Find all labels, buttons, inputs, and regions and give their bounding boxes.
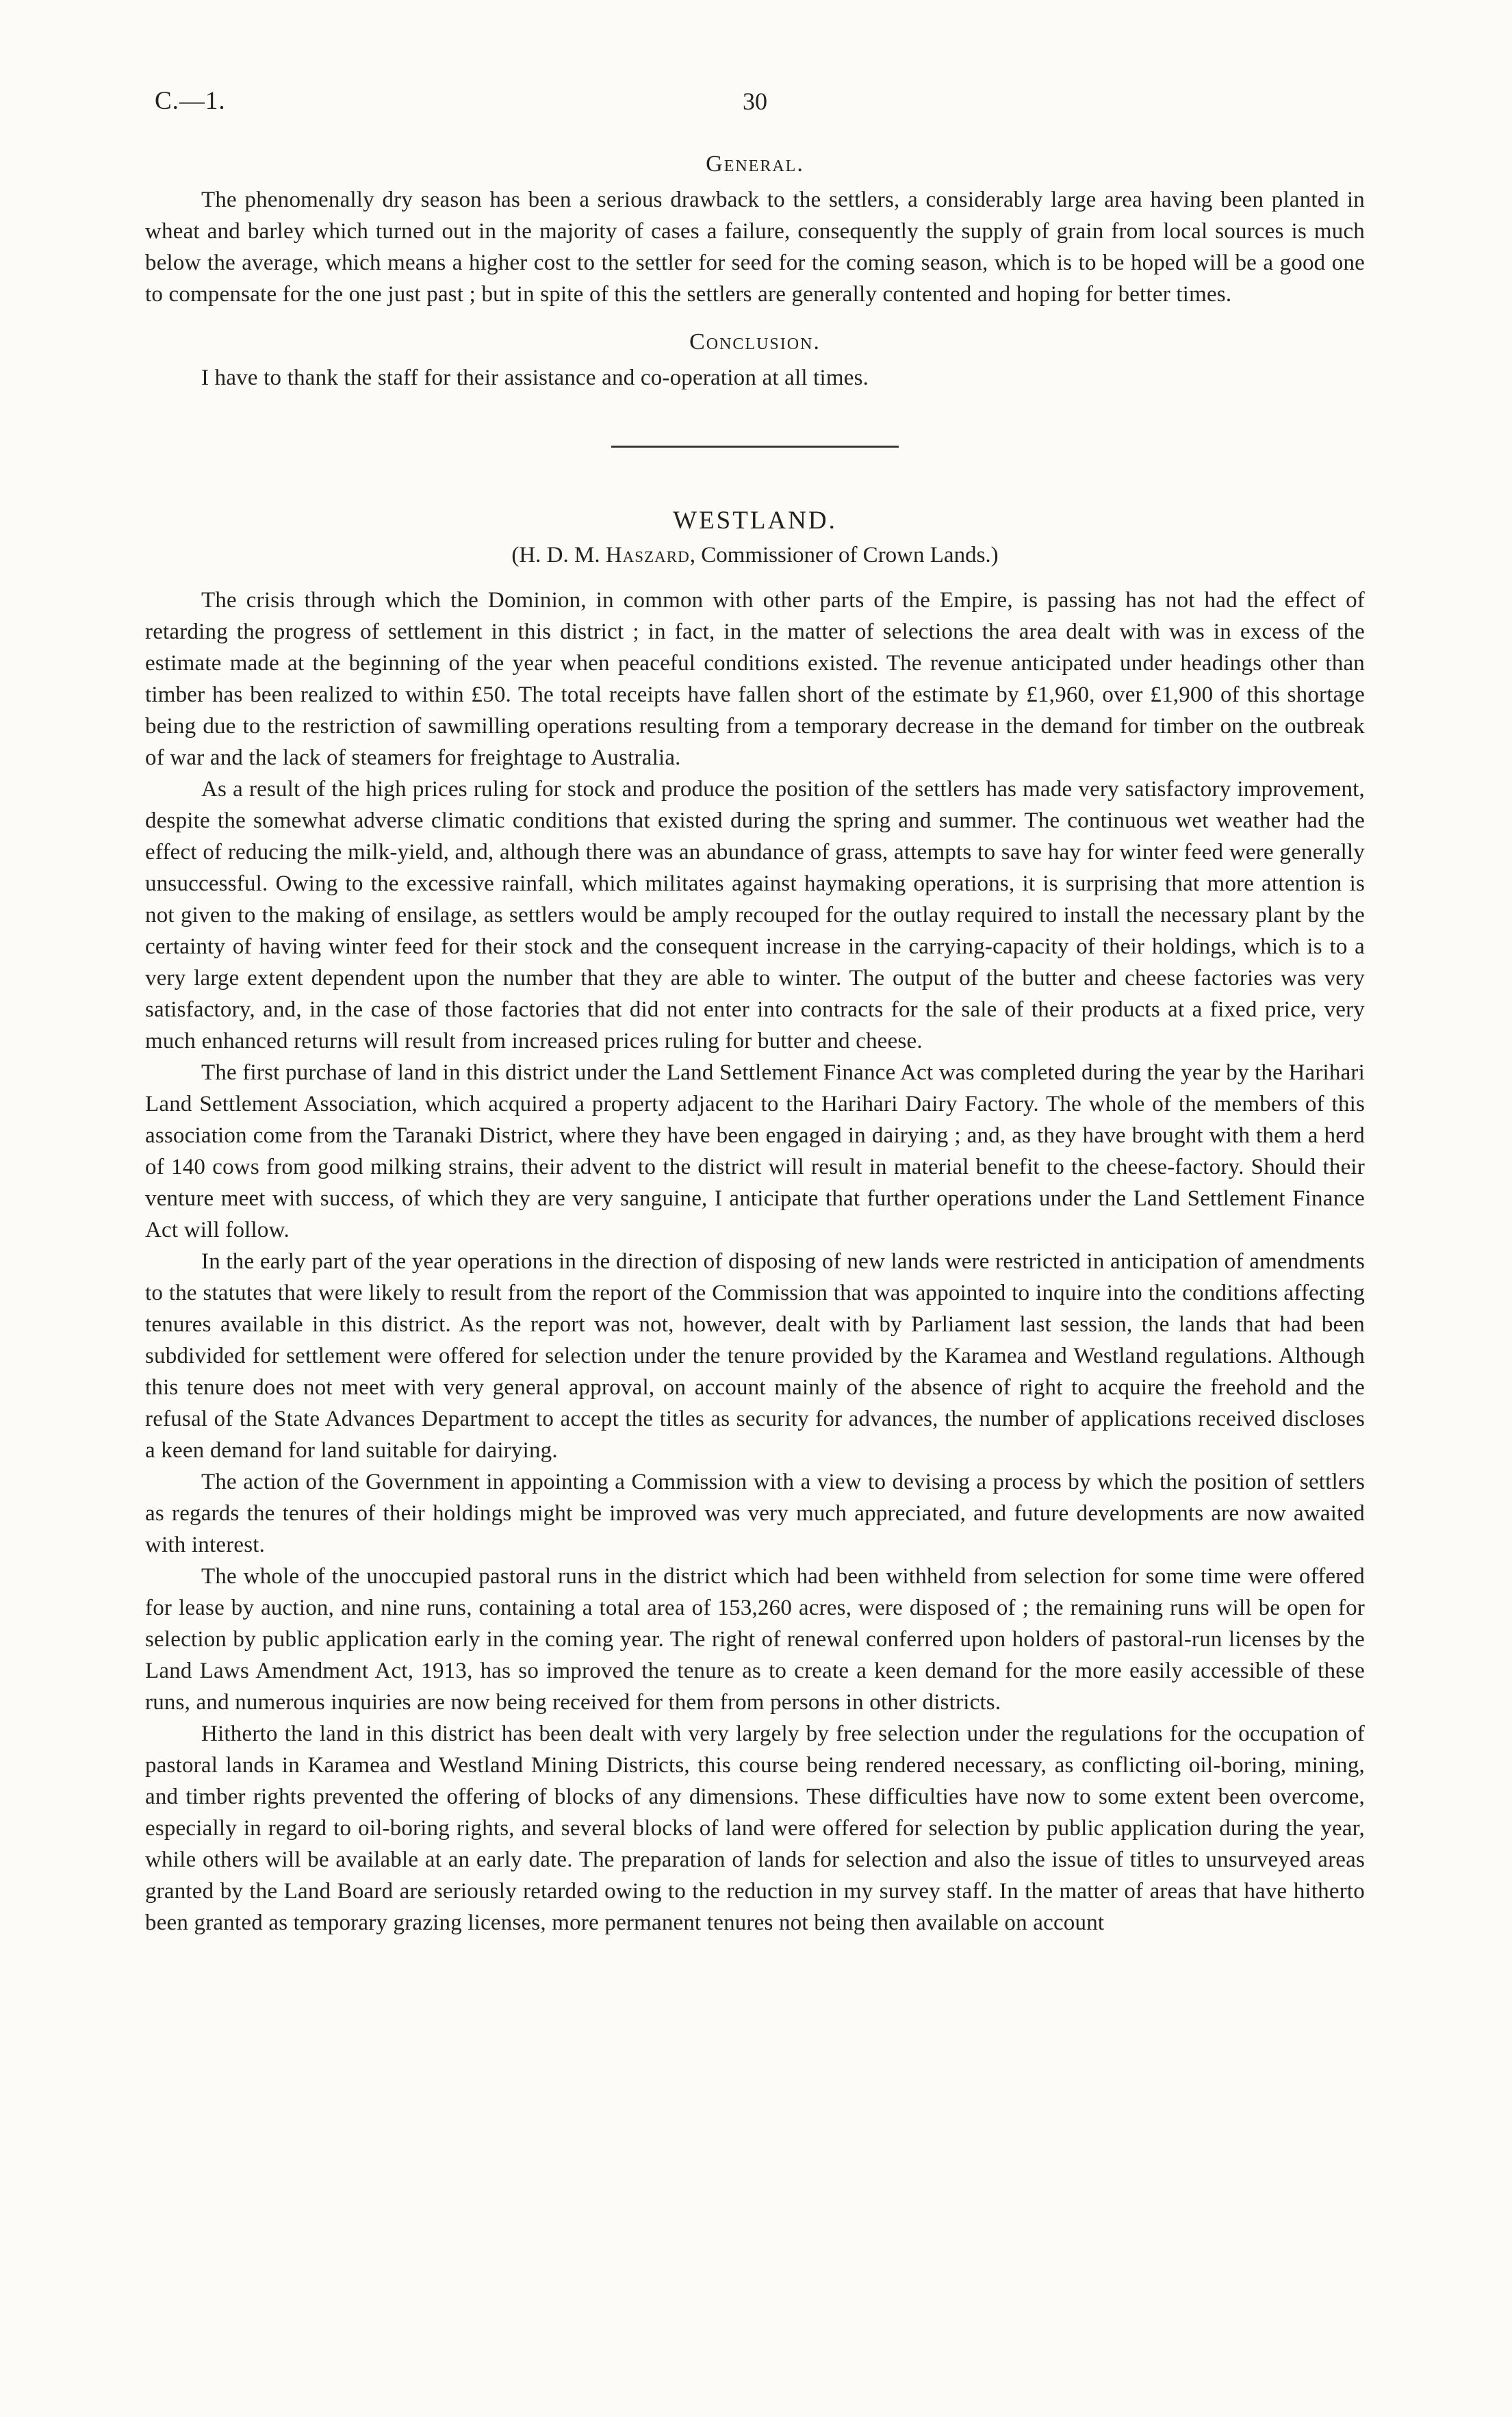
section-conclusion: [145, 327, 1365, 394]
conclusion-paragraph: I have to thank the staff for their assistance and co-operation at all times.: [201, 366, 869, 390]
conclusion-heading: Conclusion.: [689, 329, 821, 355]
westland-paragraph-3: The first purchase of land in this district under the Land Settlement Finance Act was completed during the year by the Harihari Land Settlement Association, which acquired a property adjacent to the Harihari Dairy Factory. The whole of the members of this association come from the Taranaki District, where they have been engaged in dairying ; and, as they have brought with them a herd of 140 cows from good milking strains, their advent to the district will result in material benefit to the cheese-factory. Should their venture meet with success, of which they are very sanguine, I anticipate that further operations under the Land Settlement Finance Act will follow.: [145, 1060, 1365, 1242]
westland-paragraph-5: The action of the Government in appointing a Commission with a view to devising a process by which the position of settlers as regards the tenures of their holdings might be improved was very much appreciated, and future developments are now awaited with interest.: [145, 1470, 1365, 1557]
westland-paragraph-4: In the early part of the year operations in the direction of disposing of new lands were restricted in anticipation of amendments to the statutes that were likely to result from the report of the Commission that was appointed to inquire into the conditions affecting tenures available in this district. As the report was not, however, dealt with by Parliament last session, the lands that had been subdivided for settlement were offered for selection under the tenure provided by the Karamea and Westland regulations. Although this tenure does not meet with very general approval, on account mainly of the absence of right to acquire the freehold and the refusal of the State Advances Department to accept the titles as security for advances, the number of applications received discloses a keen demand for land suitable for dairying.: [145, 1249, 1365, 1463]
general-heading: General.: [706, 151, 804, 177]
westland-paragraph-7: Hitherto the land in this district has been dealt with very largely by free selection under the regulations for the occupation of pastoral lands in Karamea and Westland Mining Districts, this course being rendered necessary, as conflicting oil-boring, mining, and timber rights prevented the offering of blocks of any dimensions. These difficulties have now to some extent been overcome, especially in regard to oil-boring rights, and several blocks of land were offered for selection by public application during the year, while others will be available at an early date. The preparation of lands for selection and also the issue of titles to unsurveyed areas granted by the Land Board are seriously retarded owing to the reduction in my survey staff. In the matter of areas that have hitherto been granted as temporary grazing licenses, more permanent tenures not being then available on account: [145, 1722, 1365, 1935]
section-general: [145, 149, 1365, 310]
westland-subheading: [145, 539, 1365, 571]
westland-paragraph-6: The whole of the unoccupied pastoral runs in the district which had been withheld from selection for some time were offered for lease by auction, and nine runs, containing a total area of 153,260 acres, were disposed of ; the remaining runs will be open for selection by public application early in the coming year. The right of renewal conferred upon holders of pastoral-run licenses by the Land Laws Amendment Act, 1913, has so improved the tenure as to create a keen demand for the more easily accessible of these runs, and numerous inquiries are now being received for them from persons in other districts.: [145, 1564, 1365, 1715]
westland-paragraph-2: As a result of the high prices ruling for stock and produce the position of the settlers has made very satisfactory improvement, despite the somewhat adverse climatic conditions that existed during the spring and summer. The continuous wet weather had the effect of reducing the milk-yield, and, although there was an abundance of grass, attempts to save hay for winter feed were generally unsuccessful. Owing to the excessive rainfall, which militates against haymaking operations, it is surprising that more attention is not given to the making of ensilage, as settlers would be amply recouped for the outlay required to install the necessary plant by the certainty of having winter feed for their stock and the consequent increase in the carrying-capacity of their holdings, which is to a very large extent dependent upon the number that they are able to winter. The output of the butter and cheese factories was very satisfactory, and, in the case of those factories that did not enter into contracts for the sale of their products at a fixed price, very much enhanced returns will result from increased prices ruling for butter and cheese.: [145, 777, 1365, 1053]
subheading-prefix: (H. D. M.: [511, 543, 606, 567]
general-paragraph: The phenomenally dry season has been a serious drawback to the settlers, a considerably large area having been planted in wheat and barley which turned out in the majority of cases a failure, consequently the supply of grain from local sources is much below the average, which means a higher cost to the settler for seed for the coming season, which is to be hoped will be a good one to compensate for the one just past ; but in spite of this the settlers are generally contented and hoping for better times.: [145, 188, 1365, 307]
section-divider-rule: [611, 446, 899, 448]
page-number: 30: [743, 88, 767, 115]
westland-paragraph-1: The crisis through which the Dominion, in common with other parts of the Empire, is passing has not had the effect of retarding the progress of settlement in this district ; in fact, in the matter of selections the area dealt with was in excess of the estimate made at the beginning of the year when peaceful conditions existed. The revenue anticipated under headings other than timber has been realized to within £50. The total receipts have fallen short of the estimate by £1,960, over £1,900 of this shortage being due to the restriction of sawmilling operations resulting from a temporary decrease in the demand for timber on the outbreak of war and the lack of steamers for freightage to Australia.: [145, 588, 1365, 770]
doc-reference: C.—1.: [155, 87, 226, 115]
commissioner-name: Haszard: [605, 543, 690, 567]
section-westland: [145, 505, 1365, 1939]
subheading-suffix: , Commissioner of Crown Lands.): [689, 543, 999, 567]
page-header: [145, 86, 1365, 120]
westland-heading: WESTLAND.: [673, 507, 837, 535]
